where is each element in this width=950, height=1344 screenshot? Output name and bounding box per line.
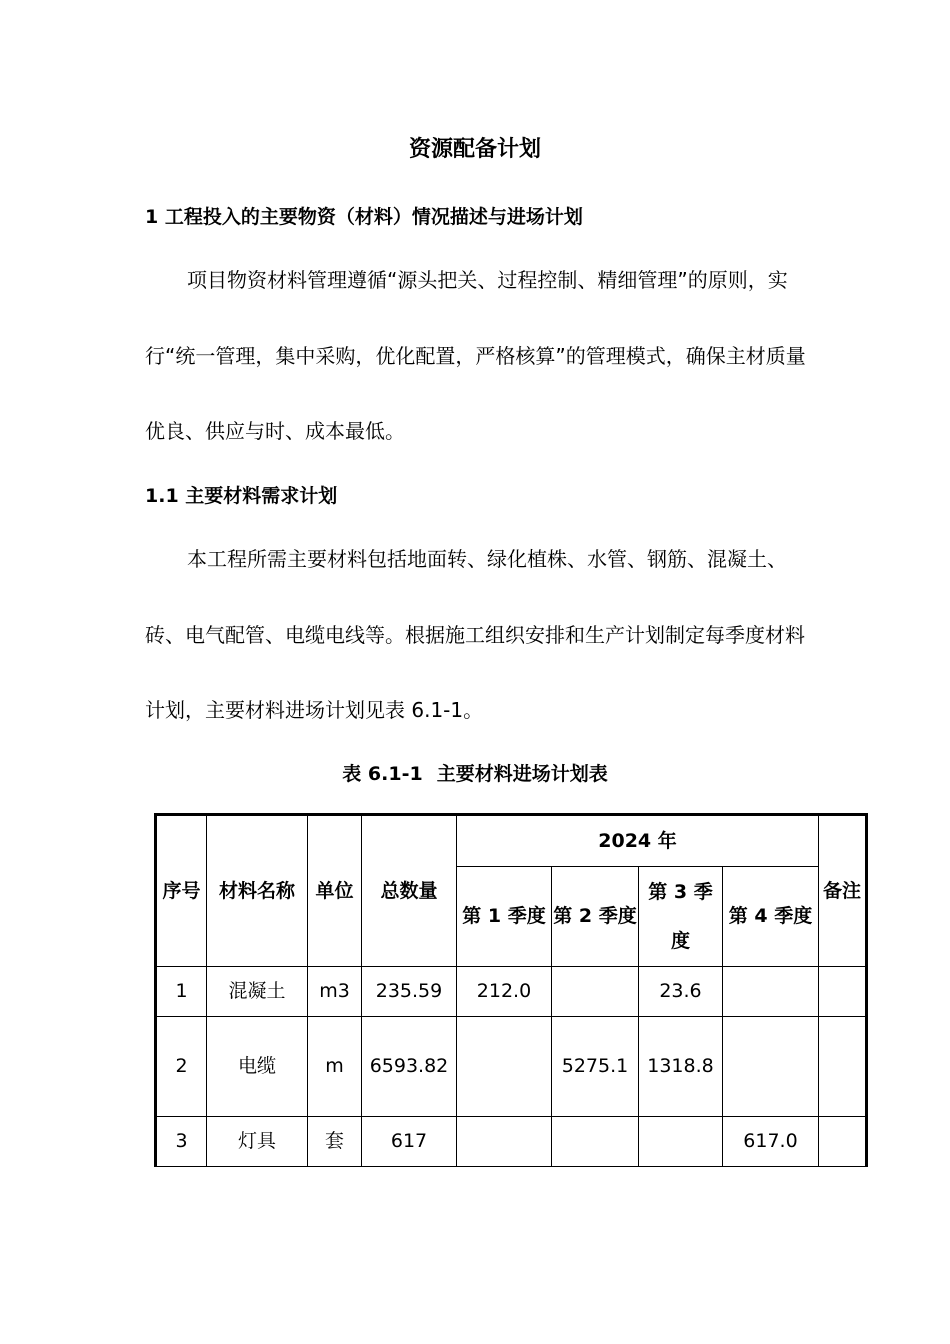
table-caption-title: 主要材料进场计划表 [436,763,608,785]
table-caption-number: 表 6.1-1 [342,763,423,785]
cell-unit: m3 [308,967,362,1017]
cell-seq: 3 [156,1117,207,1167]
cell-q1: 212.0 [457,967,552,1017]
table-row [156,1017,867,1117]
section-1-1-paragraph: 本工程所需主要材料包括地面转、绿化植株、水管、钢筋、混凝土、砖、电气配管、电缆电线等。根据施工组织安排和生产计划制定每季度材料计划，主要材料进场计划见表 6.1-1。 [145,547,805,722]
cell-q4 [723,967,819,1017]
cell-name: 电缆 [207,1017,308,1117]
table-row [156,1117,867,1167]
cell-q4: 617.0 [723,1117,819,1167]
cell-q3: 1318.8 [639,1017,723,1117]
cell-name: 混凝土 [207,967,308,1017]
header-total: 总数量 [362,815,457,967]
header-material-name: 材料名称 [207,815,308,967]
cell-total: 235.59 [362,967,457,1017]
cell-total: 6593.82 [362,1017,457,1117]
table-caption [0,757,950,791]
cell-q1 [457,1117,552,1167]
cell-remark [819,967,867,1017]
header-seq: 序号 [156,815,207,967]
cell-q2 [552,967,639,1017]
cell-q1 [457,1017,552,1117]
cell-unit: m [308,1017,362,1117]
cell-total: 617 [362,1117,457,1167]
section-1-paragraph: 项目物资材料管理遵循“源头把关、过程控制、精细管理”的原则，实行“统一管理，集中采购，优化配置，严格核算”的管理模式，确保主材质量优良、供应与时、成本最低。 [145,268,806,443]
cell-q2: 5275.1 [552,1017,639,1117]
table-row [156,967,867,1017]
cell-remark [819,1117,867,1167]
header-year: 2024 年 [457,815,819,867]
header-q2: 第 2 季度 [552,867,639,967]
cell-unit: 套 [308,1117,362,1167]
header-unit: 单位 [308,815,362,967]
materials-table [154,813,868,1167]
section-1-1-heading: 1.1 主要材料需求计划 [145,485,338,507]
header-q4: 第 4 季度 [723,867,819,967]
cell-q4 [723,1017,819,1117]
header-q1: 第 1 季度 [457,867,552,967]
cell-q3: 23.6 [639,967,723,1017]
cell-name: 灯具 [207,1117,308,1167]
cell-seq: 1 [156,967,207,1017]
header-q3: 第 3 季度 [639,867,723,967]
header-remark: 备注 [819,815,867,967]
cell-seq: 2 [156,1017,207,1117]
cell-q3 [639,1117,723,1167]
document-title: 资源配备计划 [408,137,541,162]
cell-remark [819,1017,867,1117]
section-1-heading: 1 工程投入的主要物资（材料）情况描述与进场计划 [145,206,583,228]
cell-q2 [552,1117,639,1167]
table-header-row [156,815,867,867]
